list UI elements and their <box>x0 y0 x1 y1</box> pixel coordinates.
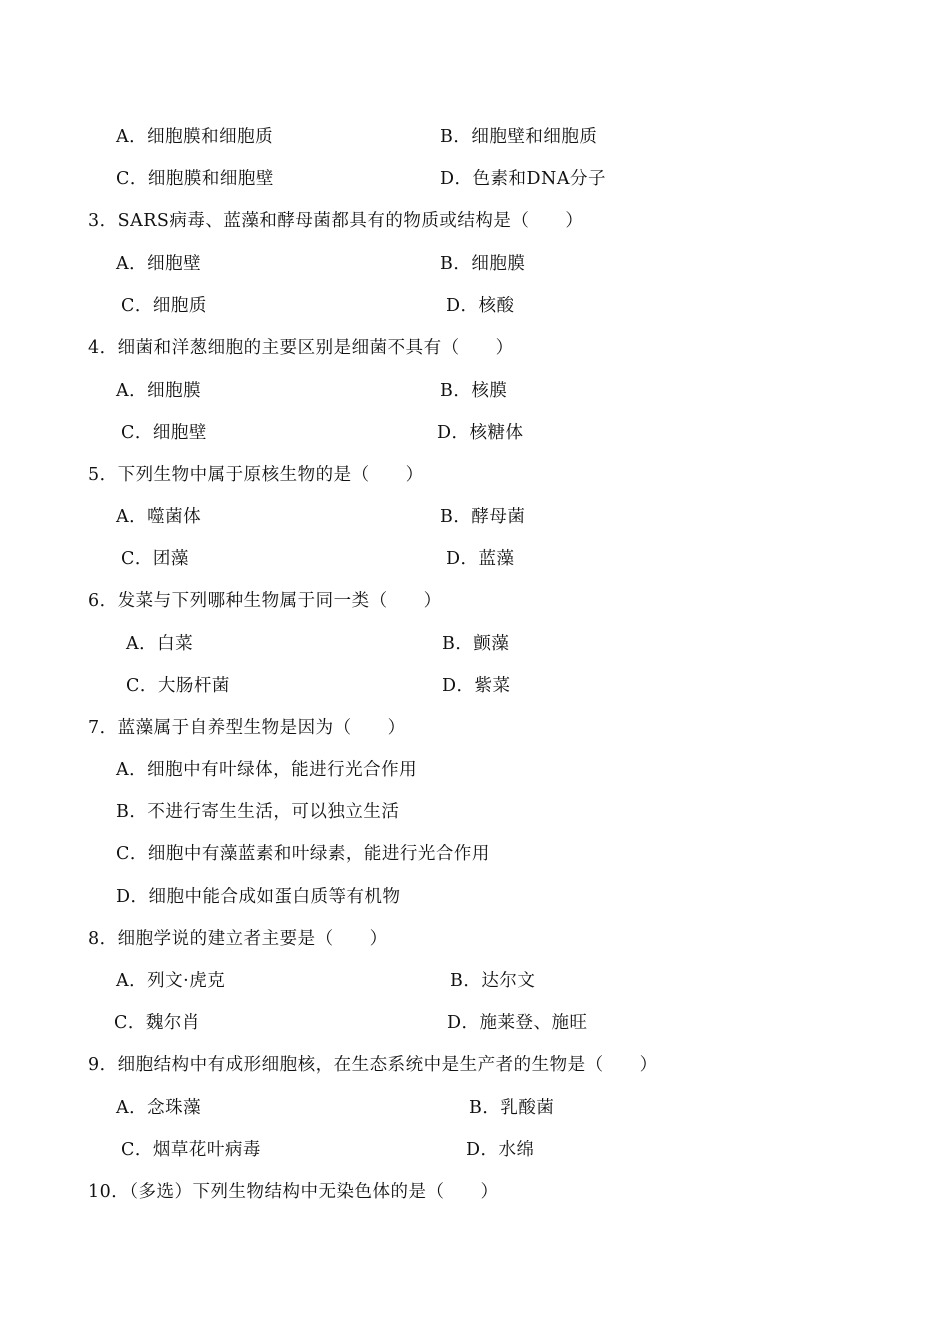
q9-stem: 9．细胞结构中有成形细胞核，在生态系统中是生产者的生物是（ ） <box>88 1055 658 1075</box>
q3-stem: 3．SARS病毒、蓝藻和酵母菌都具有的物质或结构是（ ） <box>88 211 584 231</box>
q9-option-a: A．念珠藻 <box>116 1098 202 1118</box>
q6-option-d: D．紫菜 <box>442 676 511 696</box>
q2-option-b: B．细胞壁和细胞质 <box>440 127 598 147</box>
q6-option-a: A．白菜 <box>126 634 194 654</box>
q4-option-a: A．细胞膜 <box>116 381 202 401</box>
q5-option-d: D．蓝藻 <box>446 549 515 569</box>
q7-option-d: D．细胞中能合成如蛋白质等有机物 <box>116 887 401 907</box>
q7-stem: 7．蓝藻属于自养型生物是因为（ ） <box>88 718 406 738</box>
q5-option-b: B．酵母菌 <box>440 507 526 527</box>
q2-option-c: C．细胞膜和细胞壁 <box>116 169 274 189</box>
q6-stem: 6．发菜与下列哪种生物属于同一类（ ） <box>88 591 442 611</box>
q2-option-d: D．色素和DNA分子 <box>440 169 607 189</box>
q5-option-a: A．噬菌体 <box>116 507 202 527</box>
q9-option-d: D．水绵 <box>466 1140 535 1160</box>
q6-option-b: B．颤藻 <box>442 634 510 654</box>
q3-option-c: C．细胞质 <box>121 296 207 316</box>
q7-option-a: A．细胞中有叶绿体，能进行光合作用 <box>116 760 418 780</box>
q8-option-d: D．施莱登、施旺 <box>447 1013 588 1033</box>
q3-option-b: B．细胞膜 <box>440 254 526 274</box>
q3-option-a: A．细胞壁 <box>116 254 202 274</box>
q8-stem: 8．细胞学说的建立者主要是（ ） <box>88 929 388 949</box>
q8-option-a: A．列文·虎克 <box>116 971 226 991</box>
q3-option-d: D．核酸 <box>446 296 515 316</box>
q8-option-b: B．达尔文 <box>450 971 536 991</box>
q4-option-d: D．核糖体 <box>437 423 524 443</box>
q10-stem: 10．（多选）下列生物结构中无染色体的是（ ） <box>88 1182 499 1202</box>
q2-option-a: A．细胞膜和细胞质 <box>116 127 274 147</box>
q4-option-b: B．核膜 <box>440 381 508 401</box>
q4-option-c: C．细胞壁 <box>121 423 207 443</box>
q6-option-c: C．大肠杆菌 <box>126 676 230 696</box>
q7-option-c: C．细胞中有藻蓝素和叶绿素，能进行光合作用 <box>116 844 490 864</box>
q7-option-b: B．不进行寄生生活，可以独立生活 <box>116 802 400 822</box>
q4-stem: 4．细菌和洋葱细胞的主要区别是细菌不具有（ ） <box>88 338 514 358</box>
q5-stem: 5．下列生物中属于原核生物的是（ ） <box>88 465 424 485</box>
q9-option-b: B．乳酸菌 <box>469 1098 555 1118</box>
q9-option-c: C．烟草花叶病毒 <box>121 1140 261 1160</box>
q5-option-c: C．团藻 <box>121 549 189 569</box>
q8-option-c: C．魏尔肖 <box>114 1013 200 1033</box>
